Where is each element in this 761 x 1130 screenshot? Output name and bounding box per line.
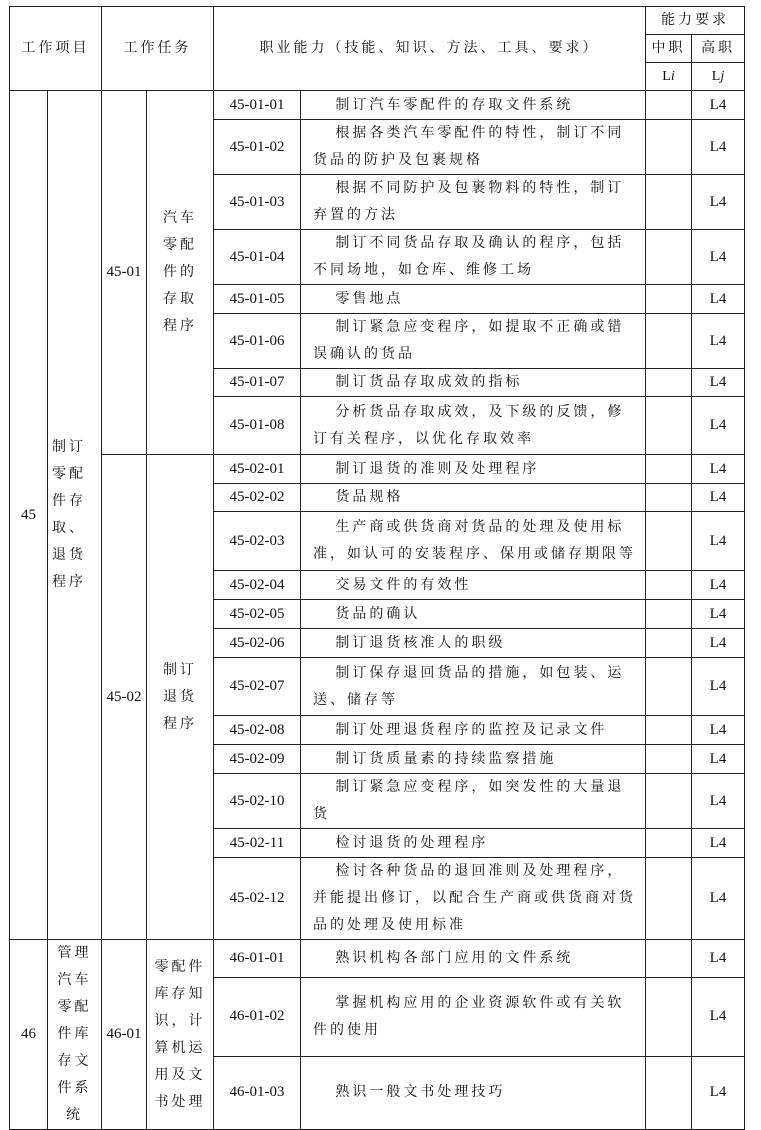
ability-code: 45-02-08 xyxy=(214,716,301,745)
header-high: 高职 xyxy=(692,35,745,63)
ability-code: 45-02-10 xyxy=(214,774,301,829)
mid-level xyxy=(646,571,692,600)
ability-code: 45-01-06 xyxy=(214,314,301,369)
ability-text: 制订退货的准则及处理程序 xyxy=(301,455,646,484)
high-level: L4 xyxy=(692,600,745,629)
header-li: Li xyxy=(646,63,692,91)
mid-level xyxy=(646,829,692,858)
high-level: L4 xyxy=(692,314,745,369)
ability-code: 45-02-03 xyxy=(214,512,301,571)
mid-level xyxy=(646,455,692,484)
ability-text: 制订保存退回货品的措施，如包装、运送、储存等 xyxy=(301,658,646,716)
high-level: L4 xyxy=(692,512,745,571)
mid-level xyxy=(646,716,692,745)
ability-code: 45-01-01 xyxy=(214,91,301,120)
high-level: L4 xyxy=(692,1056,745,1129)
header-mid: 中职 xyxy=(646,35,692,63)
ability-text: 货品的确认 xyxy=(301,600,646,629)
ability-text: 制订紧急应变程序，如提取不正确或错误确认的货品 xyxy=(301,314,646,369)
high-level: L4 xyxy=(692,369,745,397)
high-level: L4 xyxy=(692,978,745,1057)
ability-code: 45-01-08 xyxy=(214,397,301,455)
high-level: L4 xyxy=(692,397,745,455)
task-name: 零配件库存知识，计算机运用及文书处理 xyxy=(147,940,214,1130)
project-number: 45 xyxy=(10,91,48,940)
mid-level xyxy=(646,745,692,774)
task-code: 45-01 xyxy=(102,91,147,455)
ability-code: 45-01-07 xyxy=(214,369,301,397)
high-level: L4 xyxy=(692,571,745,600)
mid-level xyxy=(646,397,692,455)
ability-text: 制订紧急应变程序，如突发性的大量退货 xyxy=(301,774,646,829)
ability-code: 45-02-02 xyxy=(214,484,301,512)
ability-code: 45-02-06 xyxy=(214,629,301,658)
high-level: L4 xyxy=(692,658,745,716)
mid-level xyxy=(646,658,692,716)
mid-level xyxy=(646,91,692,120)
ability-code: 45-02-09 xyxy=(214,745,301,774)
ability-text: 交易文件的有效性 xyxy=(301,571,646,600)
header-task: 工作任务 xyxy=(102,7,214,91)
high-level: L4 xyxy=(692,940,745,978)
mid-level xyxy=(646,175,692,230)
mid-level xyxy=(646,600,692,629)
ability-code: 45-01-04 xyxy=(214,230,301,285)
ability-text: 制订退货核准人的职级 xyxy=(301,629,646,658)
high-level: L4 xyxy=(692,120,745,175)
header-ability: 职业能力（技能、知识、方法、工具、要求） xyxy=(214,7,646,91)
high-level: L4 xyxy=(692,829,745,858)
ability-code: 45-01-03 xyxy=(214,175,301,230)
high-level: L4 xyxy=(692,774,745,829)
mid-level xyxy=(646,858,692,940)
mid-level xyxy=(646,940,692,978)
high-level: L4 xyxy=(692,629,745,658)
ability-code: 45-02-04 xyxy=(214,571,301,600)
high-level: L4 xyxy=(692,716,745,745)
competency-table xyxy=(9,6,745,1130)
task-code: 46-01 xyxy=(102,940,147,1130)
ability-text: 货品规格 xyxy=(301,484,646,512)
high-level: L4 xyxy=(692,175,745,230)
mid-level xyxy=(646,774,692,829)
ability-code: 45-02-05 xyxy=(214,600,301,629)
high-level: L4 xyxy=(692,484,745,512)
ability-text: 检讨退货的处理程序 xyxy=(301,829,646,858)
ability-text: 零售地点 xyxy=(301,285,646,314)
mid-level xyxy=(646,978,692,1057)
task-name: 制订退货程序 xyxy=(147,455,214,940)
ability-text: 制订不同货品存取及确认的程序，包括不同场地，如仓库、维修工场 xyxy=(301,230,646,285)
ability-text: 检讨各种货品的退回准则及处理程序，并能提出修订，以配合生产商或供货商对货品的处理及使用标准 xyxy=(301,858,646,940)
high-level: L4 xyxy=(692,230,745,285)
ability-code: 45-01-05 xyxy=(214,285,301,314)
task-code: 45-02 xyxy=(102,455,147,940)
high-level: L4 xyxy=(692,91,745,120)
ability-text: 制订处理退货程序的监控及记录文件 xyxy=(301,716,646,745)
ability-code: 45-02-11 xyxy=(214,829,301,858)
ability-text: 制订货质量素的持续监察措施 xyxy=(301,745,646,774)
ability-code: 46-01-03 xyxy=(214,1056,301,1129)
ability-code: 46-01-01 xyxy=(214,940,301,978)
mid-level xyxy=(646,230,692,285)
ability-text: 分析货品存取成效，及下级的反馈，修订有关程序，以优化存取效率 xyxy=(301,397,646,455)
ability-code: 45-02-12 xyxy=(214,858,301,940)
ability-text: 生产商或供货商对货品的处理及使用标准，如认可的安装程序、保用或储存期限等 xyxy=(301,512,646,571)
task-name: 汽车零配件的存取程序 xyxy=(147,91,214,455)
header-requirement: 能力要求 xyxy=(646,7,745,35)
mid-level xyxy=(646,120,692,175)
mid-level xyxy=(646,285,692,314)
ability-text: 根据各类汽车零配件的特性，制订不同货品的防护及包裹规格 xyxy=(301,120,646,175)
header-lj: Lj xyxy=(692,63,745,91)
high-level: L4 xyxy=(692,285,745,314)
mid-level xyxy=(646,629,692,658)
mid-level xyxy=(646,512,692,571)
ability-code: 45-01-02 xyxy=(214,120,301,175)
high-level: L4 xyxy=(692,455,745,484)
project-number: 46 xyxy=(10,940,48,1130)
ability-text: 根据不同防护及包裹物料的特性，制订弃置的方法 xyxy=(301,175,646,230)
high-level: L4 xyxy=(692,858,745,940)
ability-text: 掌握机构应用的企业资源软件或有关软件的使用 xyxy=(301,978,646,1057)
ability-code: 45-02-01 xyxy=(214,455,301,484)
mid-level xyxy=(646,484,692,512)
high-level: L4 xyxy=(692,745,745,774)
mid-level xyxy=(646,314,692,369)
ability-text: 熟识一般文书处理技巧 xyxy=(301,1056,646,1129)
ability-text: 制订货品存取成效的指标 xyxy=(301,369,646,397)
ability-code: 45-02-07 xyxy=(214,658,301,716)
mid-level xyxy=(646,369,692,397)
ability-text: 熟识机构各部门应用的文件系统 xyxy=(301,940,646,978)
project-name: 管理汽车零配件库存文件系统 xyxy=(48,940,102,1130)
ability-text: 制订汽车零配件的存取文件系统 xyxy=(301,91,646,120)
header-project: 工作项目 xyxy=(10,7,102,91)
mid-level xyxy=(646,1056,692,1129)
ability-code: 46-01-02 xyxy=(214,978,301,1057)
project-name: 制订零配件存取、退货程序 xyxy=(48,91,102,940)
